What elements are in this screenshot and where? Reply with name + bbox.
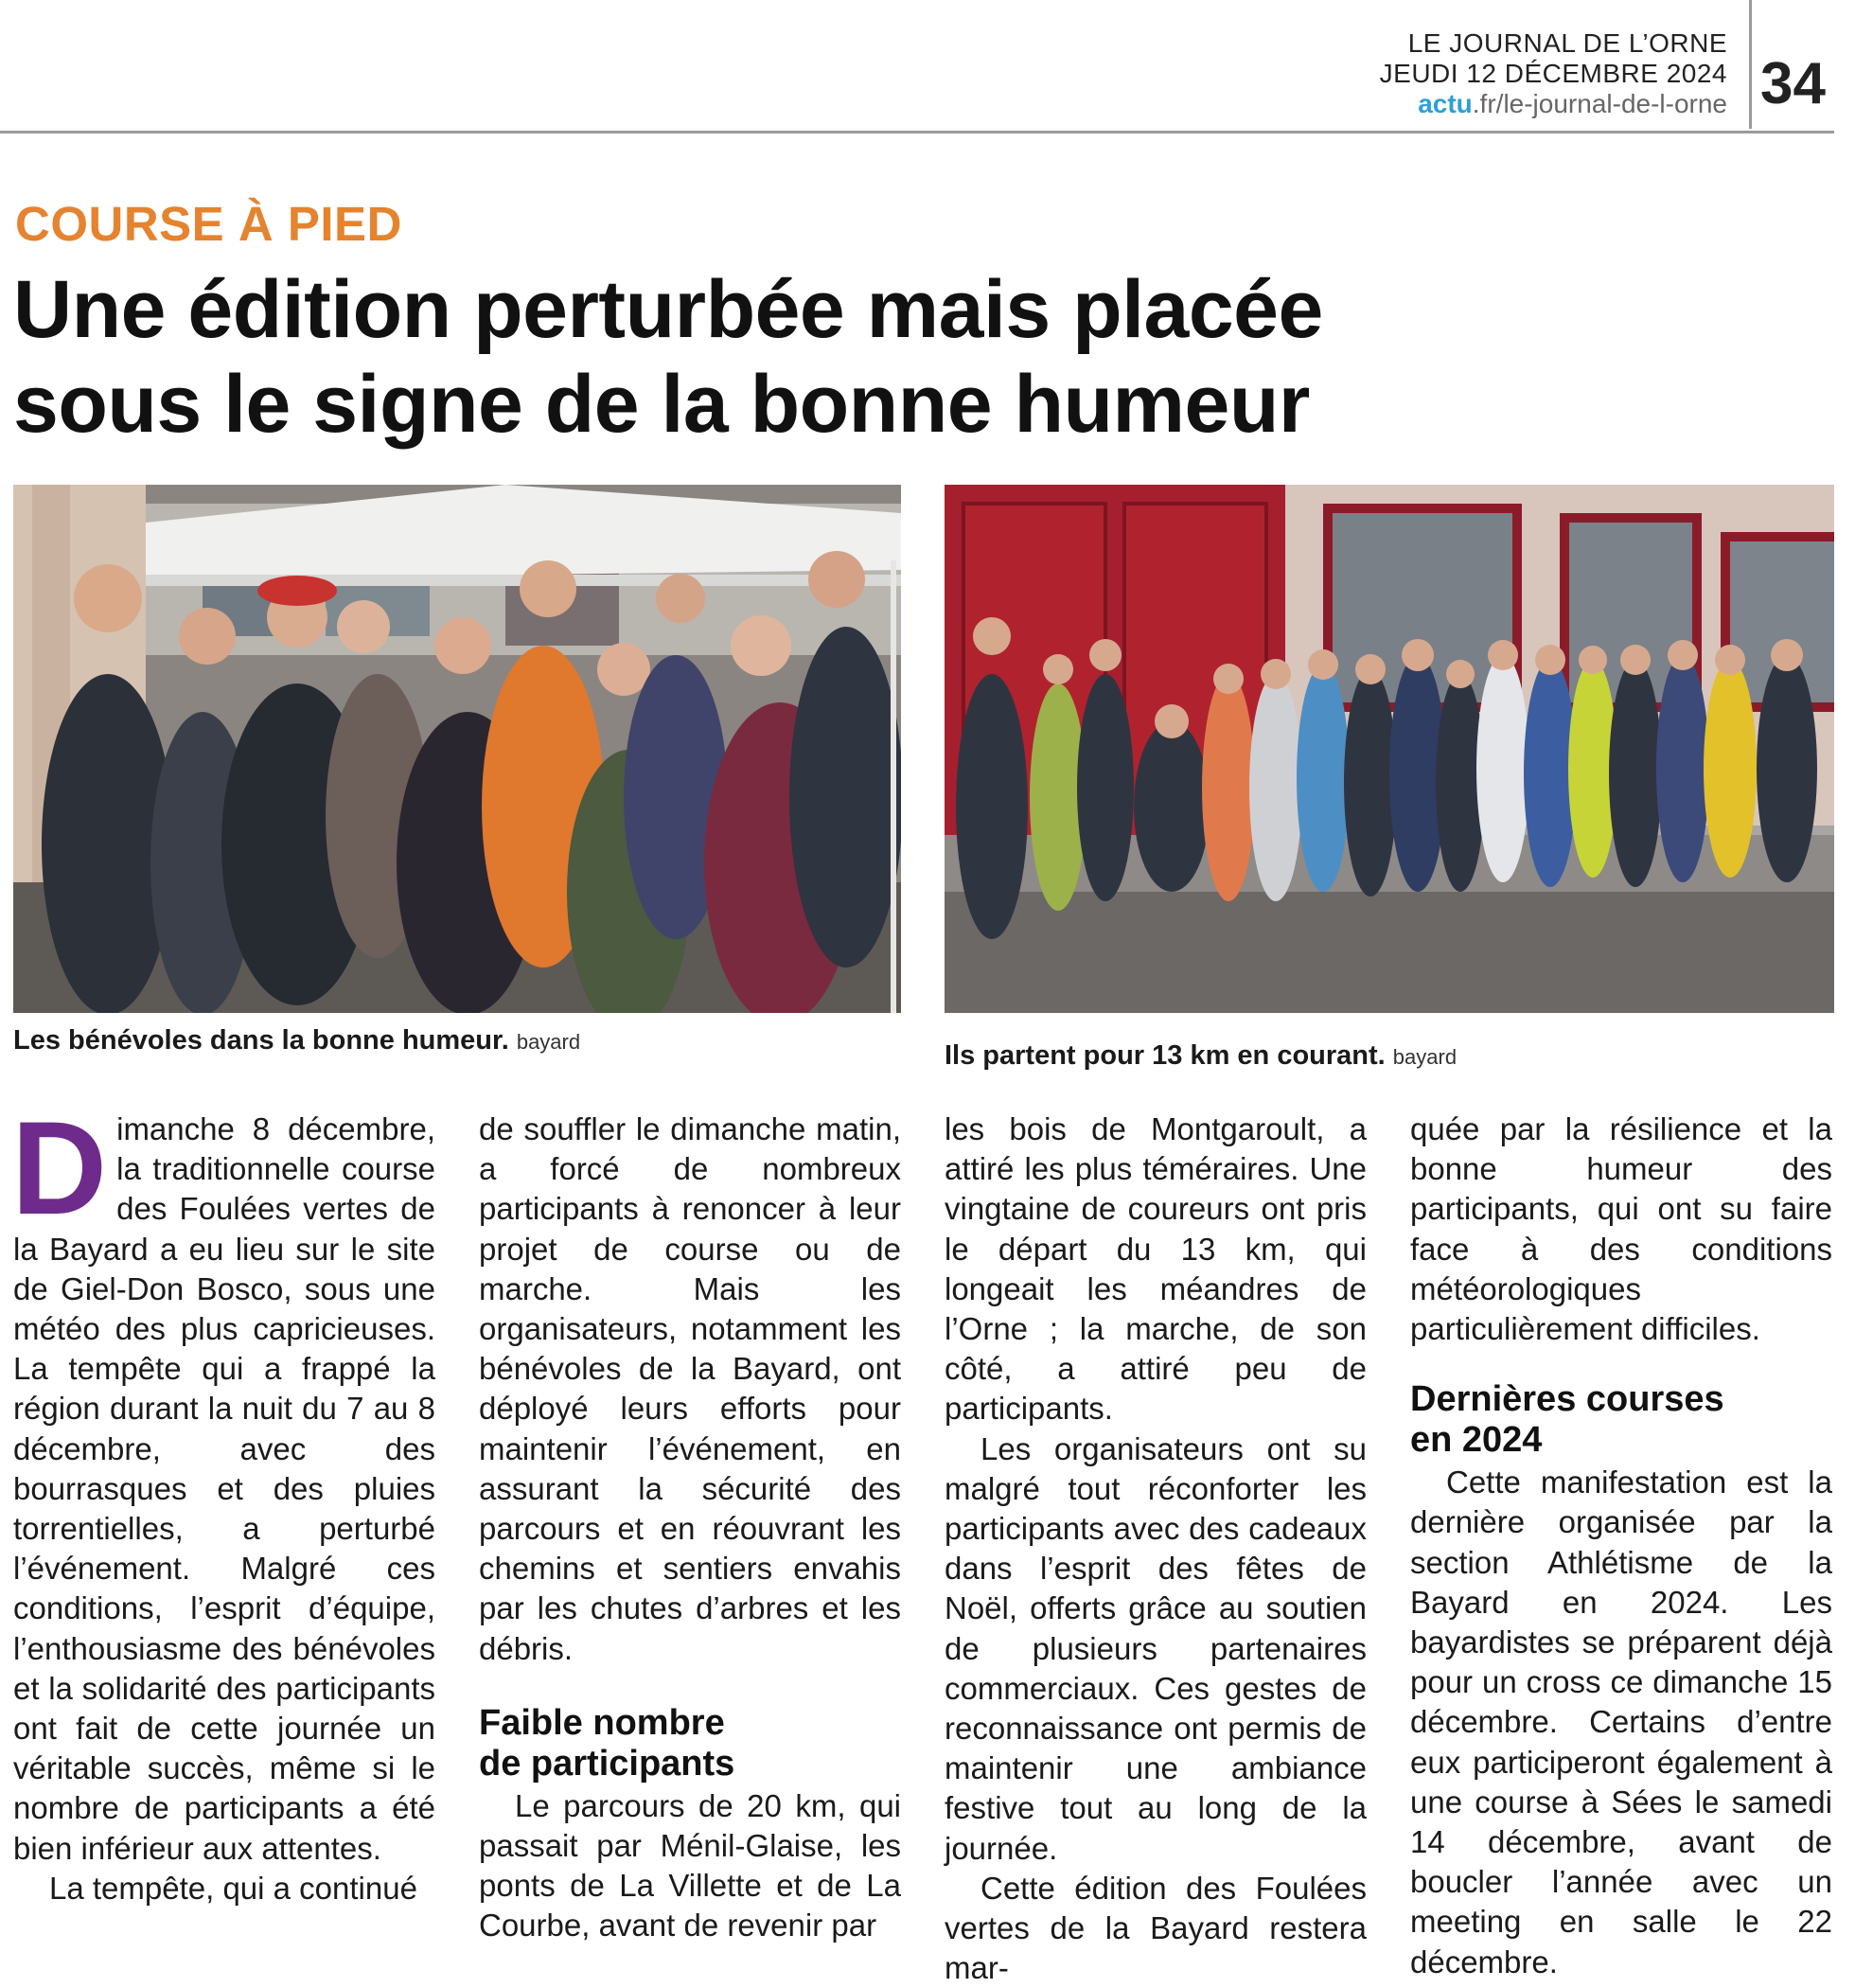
- paragraph-1: [11, 1093, 435, 1869]
- photo-volunteers: [13, 485, 901, 1013]
- url-path: .fr/le-journal-de-l-orne: [1472, 89, 1727, 118]
- article-headline: [13, 262, 1830, 452]
- url-brand: actu: [1418, 89, 1473, 118]
- article-column-1: [11, 1093, 435, 1908]
- runners-photo-image: [945, 485, 1834, 1013]
- article-column-3: [945, 1109, 1367, 1988]
- paragraph-2-start: La tempête, qui a continué: [49, 1870, 417, 1906]
- paragraph-3-continued: les bois de Montgaroult, a attiré les plus téméraires. Une vingtaine de coureurs ont pris le départ du 13 km, qui longeait les méandres de l’Orne ; la marche, de son côté, a attiré peu de participants.: [945, 1111, 1367, 1427]
- photo-runners: [945, 485, 1834, 1013]
- subheading-dernieres-courses: [1410, 1379, 1832, 1461]
- paragraph-text: imanche 8 décembre, la traditionnelle course des Foulées vertes de la Bayard a eu lieu sur le site de Giel-Don Bosco, sous une météo des plus capricieuses. La tempête qui a frappé la région durant la nuit du 7 au 8 décembre, avec des bourrasques et des pluies torrentielles, a perturbé l’événement. Malgré ces conditions, l’esprit d’équipe, l’enthousiasme des bénévoles et la solidarité des participants ont fait de cette journée un véritable succès, même si le nombre de participants a été bien inférieur aux attentes.: [13, 1111, 435, 1866]
- paragraph-5-start: Cette édition des Foulées vertes de la Bayard restera mar-: [945, 1870, 1367, 1986]
- paragraph-3-start: Le parcours de 20 km, qui passait par Ménil-Glaise, les ponts de La Villette et de La Courbe, avant de revenir par: [479, 1787, 901, 1944]
- drop-cap: D: [11, 1093, 108, 1242]
- page-header: [0, 0, 1834, 133]
- subheading-faible-nombre: [479, 1703, 901, 1784]
- caption-text: Ils partent pour 13 km en courant.: [945, 1040, 1386, 1071]
- headline-line-1: Une édition perturbée mais placée: [13, 264, 1323, 355]
- subheading-line-2: de participants: [479, 1743, 735, 1784]
- page-number-divider: [1749, 0, 1752, 129]
- publication-name: LE JOURNAL DE L’ORNE: [1407, 28, 1727, 58]
- subheading-line-2: en 2024: [1410, 1420, 1543, 1461]
- photo-credit: bayard: [516, 1030, 581, 1054]
- paragraph-5-continued: quée par la résilience et la bonne humeur des participants, qui ont su faire face à des conditions météorologiques particulièrement difficiles.: [1410, 1111, 1832, 1347]
- article-column-4: [1410, 1109, 1832, 1982]
- headline-line-2: sous le signe de la bonne humeur: [13, 359, 1310, 450]
- caption-text: Les bénévoles dans la bonne humeur.: [13, 1025, 509, 1056]
- volunteers-photo-image: [13, 485, 901, 1013]
- paragraph-2-continued: de souffler le dimanche matin, a forcé de nombreux participants à renoncer à leur projet de course ou de marche. Mais les organisateurs, notamment les bénévoles de la Bayard, ont déployé leurs efforts pour maintenir l’événement, en assurant la sécurité des parcours et en réouvrant les chemins et sentiers envahis par les chutes d’arbres et les débris.: [479, 1111, 901, 1666]
- masthead-info: [1380, 28, 1727, 119]
- photo-volunteers-caption: [13, 1024, 580, 1058]
- photo-runners-caption: [945, 1039, 1457, 1074]
- paragraph-4: Les organisateurs ont su malgré tout réconforter les participants avec des cadeaux dans l’esprit des fêtes de Noël, offerts grâce au soutien de plusieurs partenaires commerciaux. Ces gestes de reconnaissance ont permis de maintenir une ambiance festive tout au long de la journée.: [945, 1430, 1367, 1866]
- photo-credit: bayard: [1392, 1045, 1458, 1069]
- article-column-2: [479, 1109, 901, 1946]
- section-rubric: COURSE À PIED: [15, 197, 402, 251]
- paragraph-6: Cette manifestation est la dernière organisée par la section Athlétisme de la Bayard en 2024. Les bayardistes se préparent déjà pour un cross ce dimanche 15 décembre. Certains d’entre eux participeront également à une course à Sées le samedi 14 décembre, avant de boucler l’année avec un meeting en salle le 22 décembre.: [1410, 1464, 1832, 1979]
- subheading-line-1: Faible nombre: [479, 1702, 725, 1743]
- issue-date: JEUDI 12 DÉCEMBRE 2024: [1379, 59, 1727, 88]
- subheading-line-1: Dernières courses: [1410, 1379, 1724, 1420]
- publication-url[interactable]: [1380, 89, 1727, 119]
- page-number: 34: [1760, 51, 1826, 116]
